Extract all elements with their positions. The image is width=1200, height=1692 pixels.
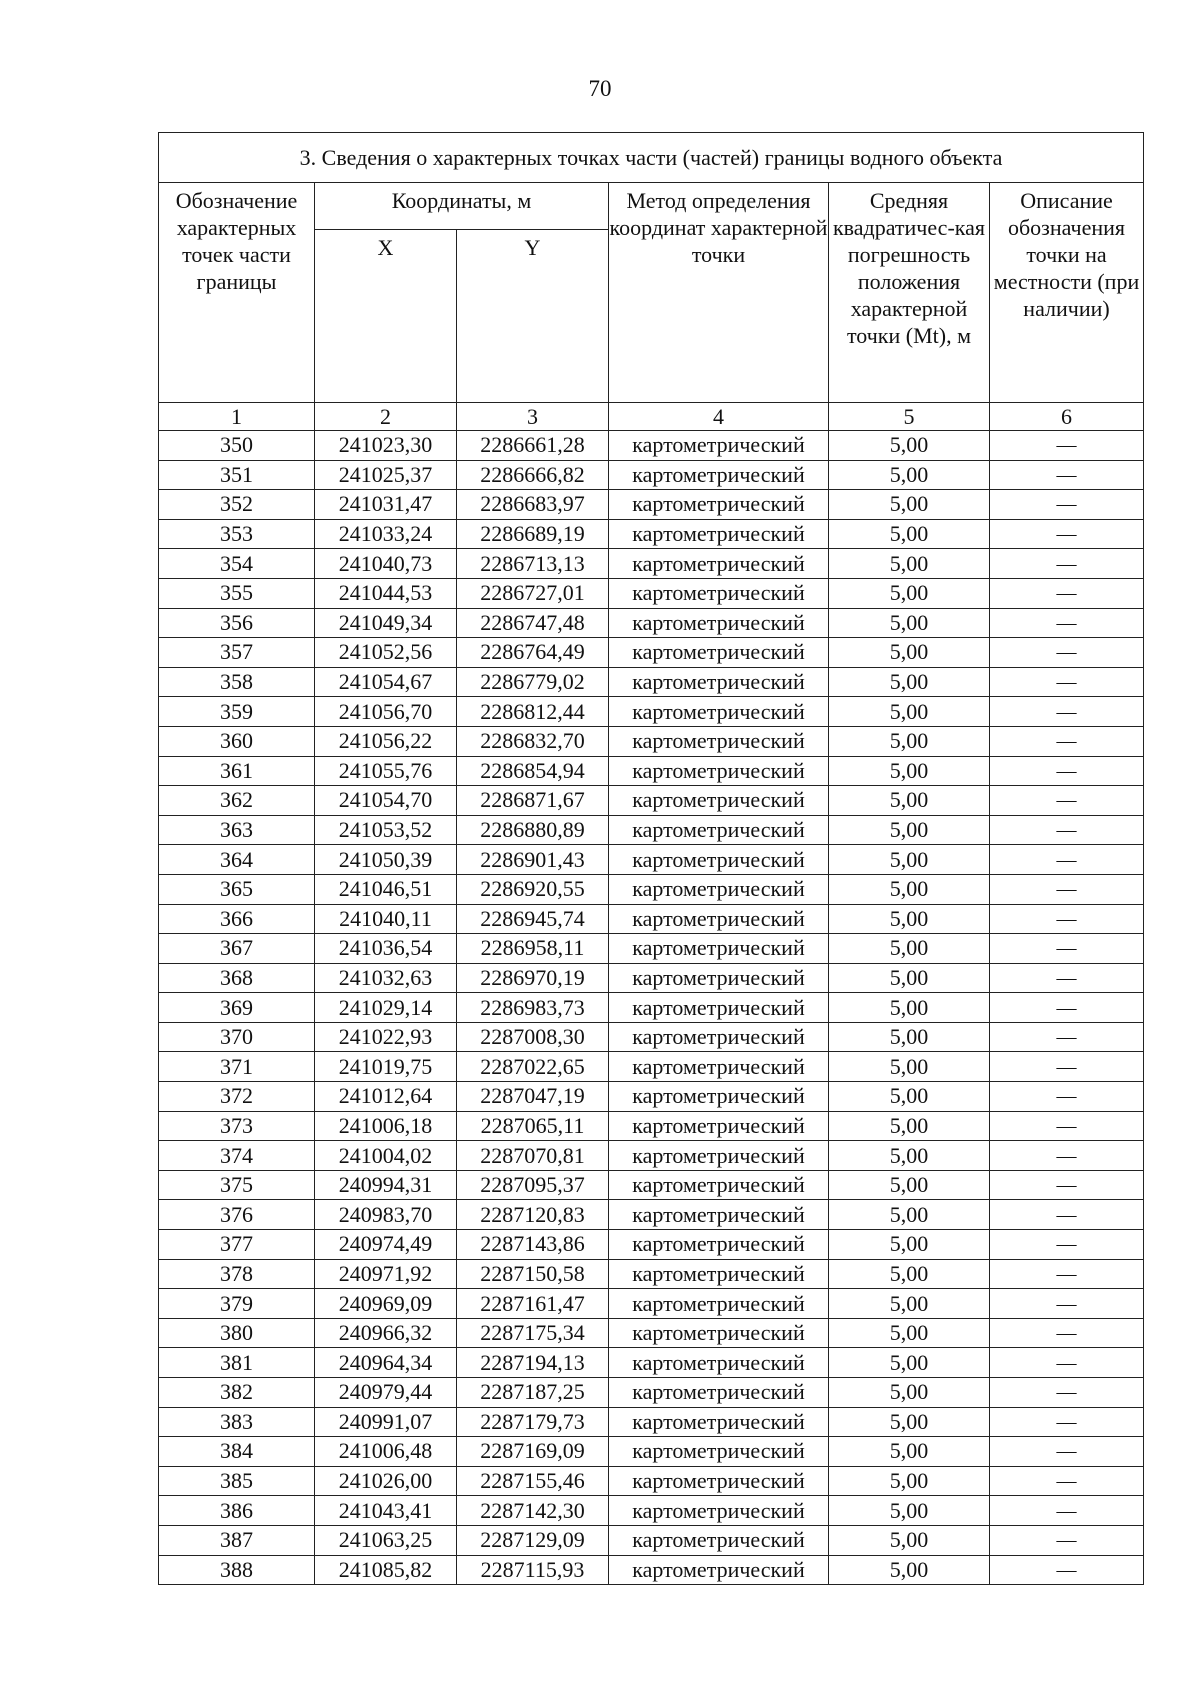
- cell-error: 5,00: [829, 993, 990, 1023]
- cell-method: картометрический: [609, 963, 829, 993]
- cell-description: —: [990, 1141, 1144, 1171]
- header-description: Описание обозначения точки на местности (при наличии): [990, 183, 1144, 403]
- cell-error: 5,00: [829, 1496, 990, 1526]
- cell-description: —: [990, 549, 1144, 579]
- cell-point: 368: [159, 963, 315, 993]
- cell-description: —: [990, 431, 1144, 461]
- cell-description: —: [990, 667, 1144, 697]
- cell-error: 5,00: [829, 726, 990, 756]
- cell-y: 2286683,97: [457, 490, 609, 520]
- cell-error: 5,00: [829, 549, 990, 579]
- cell-point: 369: [159, 993, 315, 1023]
- cell-y: 2287179,73: [457, 1407, 609, 1437]
- cell-point: 351: [159, 460, 315, 490]
- table-row: [159, 845, 1144, 875]
- cell-error: 5,00: [829, 904, 990, 934]
- header-coordinates: Координаты, м: [315, 183, 609, 230]
- cell-method: картометрический: [609, 1348, 829, 1378]
- table-row: [159, 904, 1144, 934]
- cell-method: картометрический: [609, 845, 829, 875]
- cell-error: 5,00: [829, 1525, 990, 1555]
- cell-description: —: [990, 1525, 1144, 1555]
- cell-x: 241053,52: [315, 815, 457, 845]
- cell-x: 240979,44: [315, 1378, 457, 1408]
- cell-error: 5,00: [829, 1230, 990, 1260]
- cell-point: 388: [159, 1555, 315, 1585]
- cell-method: картометрический: [609, 993, 829, 1023]
- cell-method: картометрический: [609, 519, 829, 549]
- cell-error: 5,00: [829, 460, 990, 490]
- cell-point: 354: [159, 549, 315, 579]
- header-point: Обозначение характерных точек части границы: [159, 183, 315, 403]
- cell-x: 241023,30: [315, 431, 457, 461]
- table-row: [159, 963, 1144, 993]
- cell-error: 5,00: [829, 934, 990, 964]
- cell-y: 2286920,55: [457, 874, 609, 904]
- table-row: [159, 490, 1144, 520]
- cell-description: —: [990, 1496, 1144, 1526]
- cell-method: картометрический: [609, 1082, 829, 1112]
- cell-method: картометрический: [609, 1496, 829, 1526]
- table-row: [159, 1111, 1144, 1141]
- column-number: 2: [315, 403, 457, 431]
- cell-y: 2286661,28: [457, 431, 609, 461]
- cell-y: 2286779,02: [457, 667, 609, 697]
- cell-method: картометрический: [609, 904, 829, 934]
- cell-description: —: [990, 1259, 1144, 1289]
- table-row: [159, 638, 1144, 668]
- cell-x: 241046,51: [315, 874, 457, 904]
- cell-method: картометрический: [609, 815, 829, 845]
- cell-y: 2287022,65: [457, 1052, 609, 1082]
- cell-method: картометрический: [609, 697, 829, 727]
- cell-y: 2287187,25: [457, 1378, 609, 1408]
- cell-description: —: [990, 697, 1144, 727]
- cell-point: 379: [159, 1289, 315, 1319]
- cell-method: картометрический: [609, 934, 829, 964]
- cell-description: —: [990, 1407, 1144, 1437]
- cell-point: 357: [159, 638, 315, 668]
- cell-x: 241052,56: [315, 638, 457, 668]
- cell-method: картометрический: [609, 490, 829, 520]
- cell-method: картометрический: [609, 460, 829, 490]
- cell-method: картометрический: [609, 608, 829, 638]
- cell-x: 241056,22: [315, 726, 457, 756]
- cell-description: —: [990, 756, 1144, 786]
- cell-y: 2287155,46: [457, 1466, 609, 1496]
- cell-description: —: [990, 1348, 1144, 1378]
- cell-x: 241036,54: [315, 934, 457, 964]
- cell-y: 2286812,44: [457, 697, 609, 727]
- cell-x: 240974,49: [315, 1230, 457, 1260]
- cell-y: 2287008,30: [457, 1022, 609, 1052]
- cell-description: —: [990, 1289, 1144, 1319]
- cell-method: картометрический: [609, 1111, 829, 1141]
- cell-y: 2286871,67: [457, 786, 609, 816]
- cell-method: картометрический: [609, 1378, 829, 1408]
- cell-x: 241043,41: [315, 1496, 457, 1526]
- cell-description: —: [990, 726, 1144, 756]
- cell-point: 375: [159, 1170, 315, 1200]
- cell-description: —: [990, 934, 1144, 964]
- cell-point: 360: [159, 726, 315, 756]
- table-row: [159, 1022, 1144, 1052]
- cell-error: 5,00: [829, 1466, 990, 1496]
- cell-error: 5,00: [829, 1437, 990, 1467]
- table-body: [159, 431, 1144, 1585]
- table-row: [159, 697, 1144, 727]
- table-row: [159, 1318, 1144, 1348]
- column-number: 3: [457, 403, 609, 431]
- cell-y: 2287065,11: [457, 1111, 609, 1141]
- cell-point: 386: [159, 1496, 315, 1526]
- cell-description: —: [990, 1111, 1144, 1141]
- cell-error: 5,00: [829, 963, 990, 993]
- header-error: Средняя квадратичес-кая погрешность положения характерной точки (Mt), м: [829, 183, 990, 403]
- table-row: [159, 1052, 1144, 1082]
- cell-point: 365: [159, 874, 315, 904]
- table-row: [159, 578, 1144, 608]
- table-row: [159, 1259, 1144, 1289]
- cell-method: картометрический: [609, 786, 829, 816]
- cell-y: 2286970,19: [457, 963, 609, 993]
- cell-x: 241040,11: [315, 904, 457, 934]
- cell-description: —: [990, 1230, 1144, 1260]
- cell-description: —: [990, 963, 1144, 993]
- cell-point: 371: [159, 1052, 315, 1082]
- cell-point: 381: [159, 1348, 315, 1378]
- cell-description: —: [990, 638, 1144, 668]
- cell-y: 2287150,58: [457, 1259, 609, 1289]
- cell-method: картометрический: [609, 1200, 829, 1230]
- cell-description: —: [990, 608, 1144, 638]
- cell-x: 241004,02: [315, 1141, 457, 1171]
- cell-y: 2287175,34: [457, 1318, 609, 1348]
- cell-x: 241025,37: [315, 460, 457, 490]
- table-row: [159, 1230, 1144, 1260]
- cell-method: картометрический: [609, 1466, 829, 1496]
- cell-x: 241006,18: [315, 1111, 457, 1141]
- cell-y: 2286689,19: [457, 519, 609, 549]
- cell-method: картометрический: [609, 549, 829, 579]
- table-row: [159, 519, 1144, 549]
- cell-y: 2286666,82: [457, 460, 609, 490]
- cell-description: —: [990, 490, 1144, 520]
- column-number: 6: [990, 403, 1144, 431]
- cell-x: 241033,24: [315, 519, 457, 549]
- cell-error: 5,00: [829, 1378, 990, 1408]
- cell-error: 5,00: [829, 1318, 990, 1348]
- cell-point: 383: [159, 1407, 315, 1437]
- cell-description: —: [990, 904, 1144, 934]
- cell-method: картометрический: [609, 667, 829, 697]
- cell-error: 5,00: [829, 519, 990, 549]
- table-row: [159, 667, 1144, 697]
- cell-point: 378: [159, 1259, 315, 1289]
- table-row: [159, 1466, 1144, 1496]
- table-row: [159, 1555, 1144, 1585]
- cell-description: —: [990, 519, 1144, 549]
- cell-y: 2286880,89: [457, 815, 609, 845]
- cell-method: картометрический: [609, 1022, 829, 1052]
- cell-x: 241063,25: [315, 1525, 457, 1555]
- cell-point: 358: [159, 667, 315, 697]
- cell-point: 384: [159, 1437, 315, 1467]
- cell-description: —: [990, 1466, 1144, 1496]
- cell-error: 5,00: [829, 1289, 990, 1319]
- cell-x: 241050,39: [315, 845, 457, 875]
- cell-method: картометрический: [609, 638, 829, 668]
- cell-x: 240983,70: [315, 1200, 457, 1230]
- cell-method: картометрический: [609, 1230, 829, 1260]
- cell-x: 241006,48: [315, 1437, 457, 1467]
- cell-error: 5,00: [829, 1141, 990, 1171]
- cell-point: 380: [159, 1318, 315, 1348]
- cell-method: картометрический: [609, 1289, 829, 1319]
- cell-error: 5,00: [829, 1111, 990, 1141]
- cell-error: 5,00: [829, 1259, 990, 1289]
- cell-y: 2287161,47: [457, 1289, 609, 1319]
- table-row: [159, 608, 1144, 638]
- cell-description: —: [990, 786, 1144, 816]
- table-row: [159, 549, 1144, 579]
- cell-y: 2287047,19: [457, 1082, 609, 1112]
- cell-method: картометрический: [609, 1555, 829, 1585]
- cell-y: 2287120,83: [457, 1200, 609, 1230]
- cell-description: —: [990, 1200, 1144, 1230]
- cell-point: 364: [159, 845, 315, 875]
- cell-error: 5,00: [829, 1200, 990, 1230]
- cell-method: картометрический: [609, 1259, 829, 1289]
- cell-error: 5,00: [829, 697, 990, 727]
- cell-method: картометрический: [609, 1437, 829, 1467]
- cell-point: 355: [159, 578, 315, 608]
- table-row: [159, 874, 1144, 904]
- cell-y: 2287070,81: [457, 1141, 609, 1171]
- table-row: [159, 1289, 1144, 1319]
- cell-x: 241055,76: [315, 756, 457, 786]
- cell-x: 241019,75: [315, 1052, 457, 1082]
- boundary-points-table: [158, 132, 1144, 1585]
- cell-description: —: [990, 1170, 1144, 1200]
- cell-error: 5,00: [829, 1555, 990, 1585]
- cell-error: 5,00: [829, 1022, 990, 1052]
- cell-x: 241026,00: [315, 1466, 457, 1496]
- cell-point: 387: [159, 1525, 315, 1555]
- cell-point: 373: [159, 1111, 315, 1141]
- cell-error: 5,00: [829, 431, 990, 461]
- cell-point: 366: [159, 904, 315, 934]
- cell-x: 240971,92: [315, 1259, 457, 1289]
- table-row: [159, 431, 1144, 461]
- table-row: [159, 1437, 1144, 1467]
- cell-point: 363: [159, 815, 315, 845]
- cell-x: 241031,47: [315, 490, 457, 520]
- cell-point: 350: [159, 431, 315, 461]
- column-number: 1: [159, 403, 315, 431]
- cell-error: 5,00: [829, 756, 990, 786]
- cell-x: 240964,34: [315, 1348, 457, 1378]
- cell-y: 2286832,70: [457, 726, 609, 756]
- cell-y: 2286958,11: [457, 934, 609, 964]
- table-row: [159, 815, 1144, 845]
- cell-error: 5,00: [829, 1348, 990, 1378]
- cell-description: —: [990, 874, 1144, 904]
- cell-description: —: [990, 1555, 1144, 1585]
- cell-y: 2287142,30: [457, 1496, 609, 1526]
- cell-point: 372: [159, 1082, 315, 1112]
- table-row: [159, 1348, 1144, 1378]
- cell-error: 5,00: [829, 667, 990, 697]
- cell-description: —: [990, 1318, 1144, 1348]
- cell-point: 382: [159, 1378, 315, 1408]
- cell-method: картометрический: [609, 1170, 829, 1200]
- cell-point: 352: [159, 490, 315, 520]
- cell-description: —: [990, 578, 1144, 608]
- cell-point: 376: [159, 1200, 315, 1230]
- table-row: [159, 1200, 1144, 1230]
- page-number: 70: [588, 76, 612, 101]
- table-row: [159, 1378, 1144, 1408]
- cell-error: 5,00: [829, 845, 990, 875]
- cell-point: 361: [159, 756, 315, 786]
- cell-point: 385: [159, 1466, 315, 1496]
- cell-error: 5,00: [829, 1052, 990, 1082]
- cell-error: 5,00: [829, 815, 990, 845]
- cell-x: 240994,31: [315, 1170, 457, 1200]
- cell-y: 2287115,93: [457, 1555, 609, 1585]
- cell-method: картометрический: [609, 1141, 829, 1171]
- cell-point: 362: [159, 786, 315, 816]
- cell-error: 5,00: [829, 490, 990, 520]
- cell-y: 2286983,73: [457, 993, 609, 1023]
- header-y: Y: [457, 230, 609, 403]
- table-row: [159, 1141, 1144, 1171]
- cell-error: 5,00: [829, 1082, 990, 1112]
- cell-method: картометрический: [609, 578, 829, 608]
- cell-error: 5,00: [829, 638, 990, 668]
- cell-description: —: [990, 845, 1144, 875]
- cell-description: —: [990, 1022, 1144, 1052]
- cell-y: 2286747,48: [457, 608, 609, 638]
- cell-x: 240966,32: [315, 1318, 457, 1348]
- column-number: 5: [829, 403, 990, 431]
- cell-error: 5,00: [829, 874, 990, 904]
- header-method: Метод определения координат характерной точки: [609, 183, 829, 403]
- cell-error: 5,00: [829, 786, 990, 816]
- cell-x: 241049,34: [315, 608, 457, 638]
- cell-point: 370: [159, 1022, 315, 1052]
- table-title: 3. Сведения о характерных точках части (частей) границы водного объекта: [159, 133, 1144, 183]
- cell-method: картометрический: [609, 874, 829, 904]
- cell-point: 359: [159, 697, 315, 727]
- cell-x: 240991,07: [315, 1407, 457, 1437]
- cell-description: —: [990, 460, 1144, 490]
- cell-x: 241056,70: [315, 697, 457, 727]
- table-row: [159, 1082, 1144, 1112]
- cell-description: —: [990, 993, 1144, 1023]
- cell-x: 241032,63: [315, 963, 457, 993]
- cell-error: 5,00: [829, 1407, 990, 1437]
- cell-point: 374: [159, 1141, 315, 1171]
- column-number: 4: [609, 403, 829, 431]
- cell-x: 241012,64: [315, 1082, 457, 1112]
- cell-y: 2287169,09: [457, 1437, 609, 1467]
- table-row: [159, 756, 1144, 786]
- table-row: [159, 993, 1144, 1023]
- cell-method: картометрический: [609, 1407, 829, 1437]
- cell-x: 241054,67: [315, 667, 457, 697]
- cell-x: 241022,93: [315, 1022, 457, 1052]
- cell-x: 241029,14: [315, 993, 457, 1023]
- cell-method: картометрический: [609, 1318, 829, 1348]
- cell-error: 5,00: [829, 608, 990, 638]
- cell-y: 2286727,01: [457, 578, 609, 608]
- header-x: X: [315, 230, 457, 403]
- cell-y: 2287143,86: [457, 1230, 609, 1260]
- cell-x: 241085,82: [315, 1555, 457, 1585]
- cell-point: 377: [159, 1230, 315, 1260]
- cell-point: 367: [159, 934, 315, 964]
- cell-y: 2287095,37: [457, 1170, 609, 1200]
- cell-y: 2287194,13: [457, 1348, 609, 1378]
- cell-x: 241040,73: [315, 549, 457, 579]
- cell-y: 2286713,13: [457, 549, 609, 579]
- cell-x: 240969,09: [315, 1289, 457, 1319]
- cell-y: 2286764,49: [457, 638, 609, 668]
- table-row: [159, 1407, 1144, 1437]
- cell-description: —: [990, 1052, 1144, 1082]
- cell-y: 2287129,09: [457, 1525, 609, 1555]
- cell-description: —: [990, 1082, 1144, 1112]
- cell-y: 2286901,43: [457, 845, 609, 875]
- cell-method: картометрический: [609, 756, 829, 786]
- cell-description: —: [990, 815, 1144, 845]
- cell-y: 2286945,74: [457, 904, 609, 934]
- table-row: [159, 1170, 1144, 1200]
- table-row: [159, 1525, 1144, 1555]
- cell-description: —: [990, 1437, 1144, 1467]
- cell-method: картометрический: [609, 726, 829, 756]
- cell-description: —: [990, 1378, 1144, 1408]
- table-row: [159, 460, 1144, 490]
- table-row: [159, 786, 1144, 816]
- cell-x: 241044,53: [315, 578, 457, 608]
- cell-method: картометрический: [609, 1525, 829, 1555]
- cell-method: картометрический: [609, 1052, 829, 1082]
- cell-error: 5,00: [829, 1170, 990, 1200]
- table-row: [159, 1496, 1144, 1526]
- cell-method: картометрический: [609, 431, 829, 461]
- cell-point: 356: [159, 608, 315, 638]
- table-row: [159, 934, 1144, 964]
- cell-y: 2286854,94: [457, 756, 609, 786]
- cell-error: 5,00: [829, 578, 990, 608]
- table-row: [159, 726, 1144, 756]
- cell-x: 241054,70: [315, 786, 457, 816]
- cell-point: 353: [159, 519, 315, 549]
